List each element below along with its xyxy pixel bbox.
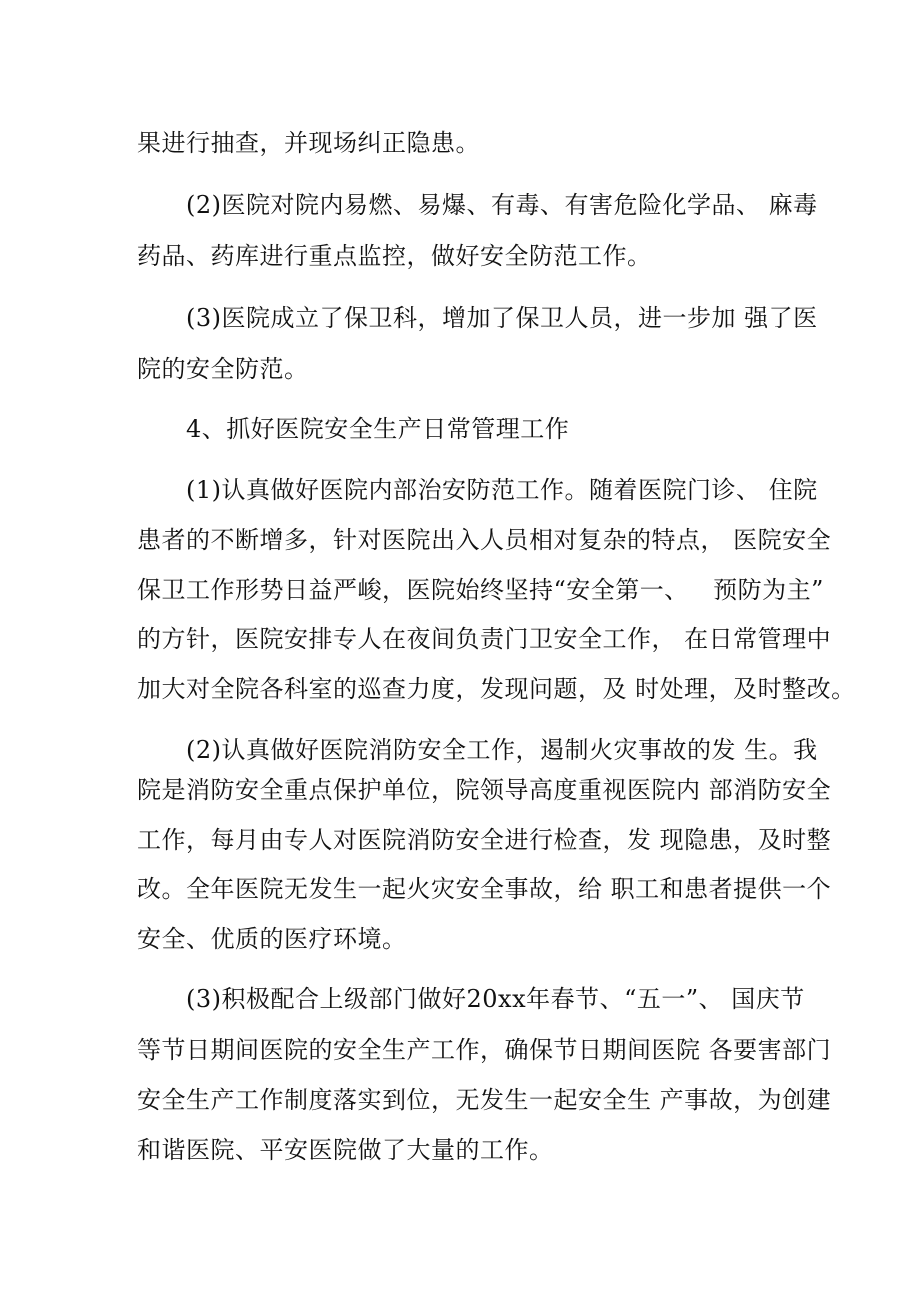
text-line: 院是消防安全重点保护单位，院领导高度重视医院内 部消防安全 [137,776,832,804]
section-heading: 4、抓好医院安全生产日常管理工作 [186,415,570,443]
text-line: 等节日期间医院的安全生产工作，确保节日期间医院 各要害部门 [137,1036,832,1064]
text-line: (3)医院成立了保卫科，增加了保卫人员，进一步加 强了医 [186,304,818,332]
text-line: 患者的不断增多，针对医院出入人员相对复杂的特点， 医院安全 [137,526,832,554]
text-line: (1)认真做好医院内部治安防范工作。随着医院门诊、 住院 [186,476,818,504]
text-line: 安全生产工作制度落实到位，无发生一起安全生 产事故，为创建 [137,1086,832,1114]
text-line: 加大对全院各科室的巡查力度，发现问题，及 时处理，及时整改。 [137,675,856,703]
text-line: 果进行抽查，并现场纠正隐患。 [137,129,480,157]
text-line: 和谐医院、平安医院做了大量的工作。 [137,1136,554,1164]
text-line: 院的安全防范。 [137,355,309,383]
text-line: (2)认真做好医院消防安全工作，遏制火灾事故的发 生。我 [186,736,818,764]
text-line: 保卫工作形势日益严峻，医院始终坚持“安全第一、 预防为主” [137,576,824,604]
text-line: 安全、优质的医疗环境。 [137,925,407,953]
text-line: 的方针，医院安排专人在夜间负责门卫安全工作， 在日常管理中 [137,625,832,653]
text-line: 工作，每月由专人对医院消防安全进行检查，发 现隐患，及时整 [137,826,832,854]
text-line: (3)积极配合上级部门做好20xx年春节、“五一”、 国庆节 [186,985,805,1013]
text-line: 药品、药库进行重点监控，做好安全防范工作。 [137,242,652,270]
text-line: 改。全年医院无发生一起火灾安全事故，给 职工和患者提供一个 [137,875,832,903]
text-line: (2)医院对院内易燃、易爆、有毒、有害危险化学品、 麻毒 [186,191,818,219]
